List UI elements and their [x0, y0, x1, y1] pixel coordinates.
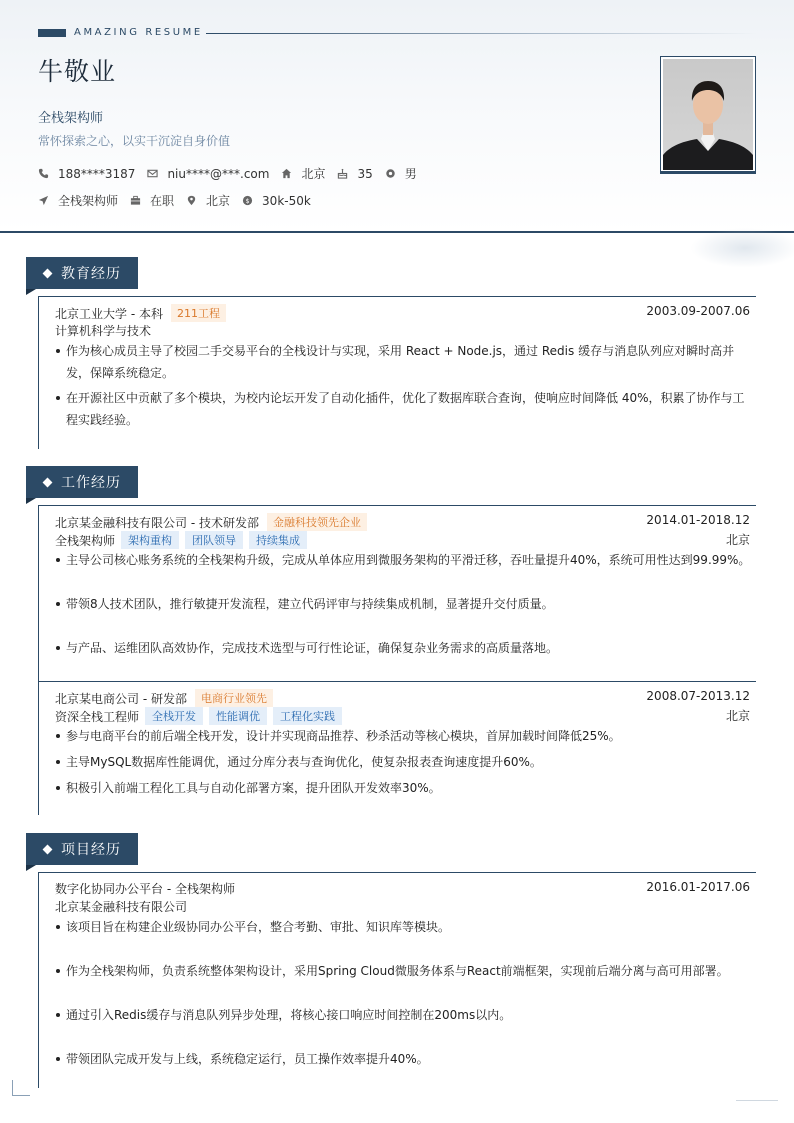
section-work-title: [26, 466, 138, 498]
money-icon: [242, 195, 253, 206]
diamond-icon: [43, 268, 53, 278]
work-header-row: [55, 513, 750, 531]
education-bullet: 作为核心成员主导了校园二手交易平台的全栈设计与实现，采用 React + Node.js，通过 Redis 缓存与消息队列应对瞬时高并发，保障系统稳定。: [55, 340, 751, 384]
position-value: 全栈架构师: [58, 194, 119, 208]
section-work-label: 工作经历: [61, 475, 121, 491]
project-company: 北京某金融科技有限公司: [55, 900, 188, 914]
work-badge: 金融科技领先企业: [267, 513, 367, 531]
project-bullet: 作为全栈架构师，负责系统整体架构设计，采用Spring Cloud微服务体系与React前端框架，实现前后端分离与高可用部署。: [55, 960, 751, 982]
cake-icon: [337, 168, 348, 179]
work-role: 全栈架构师: [55, 533, 116, 548]
tag-rule: [206, 33, 756, 34]
skill-tag: 性能调优: [209, 707, 267, 725]
candidate-title: 全栈架构师: [38, 111, 104, 126]
city-value: 北京: [301, 167, 326, 181]
work-bullet: 参与电商平台的前后端全栈开发，设计并实现商品推荐、秒杀活动等核心模块，首屏加载时间降低25%。: [55, 725, 751, 747]
home-icon: [281, 168, 292, 179]
skill-tag: 团队领导: [185, 531, 243, 549]
project-period: 2016.01-2017.06: [646, 880, 750, 894]
skill-tag: 全栈开发: [145, 707, 203, 725]
school-name: 北京工业大学 - 本科: [55, 306, 163, 321]
work-company: 北京某金融科技有限公司 - 技术研发部: [55, 515, 259, 530]
work-role-row: [55, 531, 750, 549]
project-name: 数字化协同办公平台 - 全栈架构师: [55, 882, 235, 896]
work-header-row: [55, 689, 750, 707]
intent-salary: [242, 194, 311, 208]
education-bullet: 在开源社区中贡献了多个模块，为校内论坛开发了自动化插件，优化了数据库联合查询，使响应时间降低 40%，积累了协作与工程实践经验。: [55, 387, 751, 431]
intent-city: [186, 192, 230, 209]
header-glow: [690, 228, 794, 268]
phone-icon: [38, 168, 49, 179]
send-icon: [38, 195, 49, 206]
briefcase-icon: [130, 195, 141, 206]
salary-value: 30k-50k: [262, 193, 311, 208]
profile-photo: [663, 59, 753, 170]
work-bullet: 主导公司核心账务系统的全栈架构升级，完成从单体应用到微服务架构的平滑迁移，吞吐量提升40%，系统可用性达到99.99%。: [55, 549, 751, 571]
page-corner-mark: [12, 1080, 30, 1096]
skill-tag: 工程化实践: [273, 707, 342, 725]
diamond-icon: [43, 477, 53, 487]
work-company: 北京某电商公司 - 研发部: [55, 691, 187, 706]
svg-text:$: $: [245, 196, 250, 205]
tag-accent-bar: [38, 29, 66, 37]
work-period: 2014.01-2018.12: [646, 513, 750, 527]
resume-tag: AMAZING RESUME: [74, 27, 203, 38]
section-education-label: 教育经历: [61, 266, 121, 282]
portrait-illustration: [663, 59, 753, 170]
work-block-1: [38, 505, 756, 681]
skill-tag: 架构重构: [121, 531, 179, 549]
header-divider: [0, 231, 794, 233]
candidate-name: 牛敬业: [38, 57, 117, 86]
project-bullet: 通过引入Redis缓存与消息队列异步处理，将核心接口响应时间控制在200ms以内。: [55, 1004, 751, 1026]
page-corner-rule: [736, 1100, 778, 1101]
email-value: niu****@***.com: [167, 166, 270, 181]
work-role: 资深全栈工程师: [55, 709, 140, 724]
work-bullet: 与产品、运维团队高效协作，完成技术选型与可行性论证，确保复杂业务需求的高质量落地。: [55, 637, 751, 659]
contact-age: [337, 167, 372, 181]
mail-icon: [147, 168, 158, 179]
skill-tag: 持续集成: [249, 531, 307, 549]
school-badge: 211工程: [171, 304, 226, 322]
work-bullet: 带领8人技术团队，推行敏捷开发流程，建立代码评审与持续集成机制，显著提升交付质量。: [55, 593, 751, 615]
section-project-label: 项目经历: [61, 842, 121, 858]
education-major: 计算机科学与技术: [55, 324, 152, 338]
contact-city: [281, 165, 325, 182]
project-bullet: 该项目旨在构建企业级协同办公平台，整合考勤、审批、知识库等模块。: [55, 916, 751, 938]
phone-value: 188****3187: [58, 166, 136, 181]
contact-email: [147, 167, 269, 181]
contact-gender: [385, 165, 417, 182]
work-badge: 电商行业领先: [195, 689, 273, 707]
section-education-title: [26, 257, 138, 289]
section-project-title: [26, 833, 138, 865]
intent-status: [130, 192, 174, 209]
work-city: 北京: [725, 709, 750, 723]
photo-accent-bar: [660, 171, 756, 174]
work-role-row: [55, 707, 750, 725]
project-bullet: 带领团队完成开发与上线，系统稳定运行，员工操作效率提升40%。: [55, 1048, 751, 1070]
contact-row: [38, 165, 429, 182]
work-bullet: 积极引入前端工程化工具与自动化部署方案，提升团队开发效率30%。: [55, 777, 751, 799]
project-header-row: [55, 880, 750, 897]
work-block-2: [38, 681, 756, 815]
project-block: [38, 872, 756, 1088]
education-header-row: [55, 304, 750, 322]
gender-value: 男: [404, 167, 417, 181]
gender-icon: [385, 168, 396, 179]
profile-photo-frame: [660, 56, 756, 174]
work-city: 北京: [725, 533, 750, 547]
candidate-motto: 常怀探索之心，以实干沉淀自身价值: [38, 134, 231, 148]
diamond-icon: [43, 844, 53, 854]
contact-phone: [38, 167, 135, 181]
status-value: 在职: [150, 194, 175, 208]
work-period: 2008.07-2013.12: [646, 689, 750, 703]
age-value: 35: [357, 166, 373, 181]
education-major-row: [55, 322, 750, 339]
intent-row: [38, 192, 323, 209]
project-company-row: [55, 898, 750, 915]
location-pin-icon: [186, 195, 197, 206]
education-period: 2003.09-2007.06: [646, 304, 750, 318]
work-bullet: 主导MySQL数据库性能调优，通过分库分表与查询优化，使复杂报表查询速度提升60%。: [55, 751, 751, 773]
intent-city-value: 北京: [206, 194, 231, 208]
education-block: [38, 296, 756, 449]
intent-position: [38, 192, 118, 209]
